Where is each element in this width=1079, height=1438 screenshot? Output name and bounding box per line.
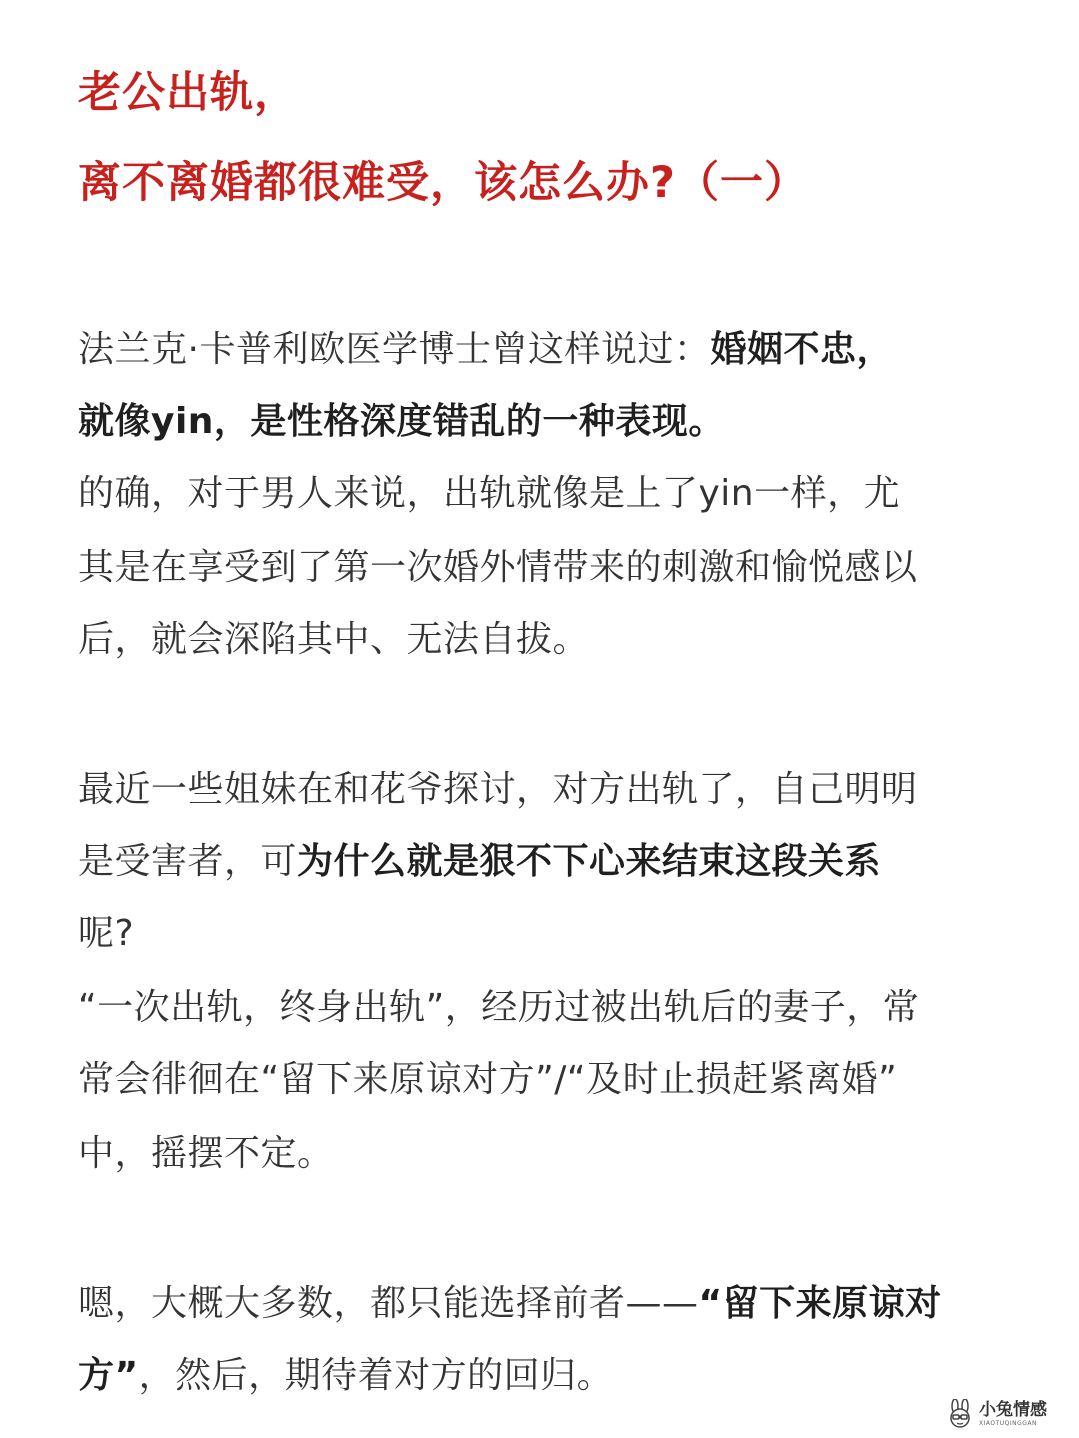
text-span: ，然后，期待着对方的回归。	[138, 1355, 614, 1396]
bold-text-span: “留下来原谅对	[698, 1283, 942, 1324]
text-span: 法兰克·卡普利欧医学博士曾这样说过：	[78, 329, 711, 370]
p1-line-5: 后，就会深陷其中、无法自拔。	[78, 619, 590, 660]
p1-line-2	[78, 400, 1038, 444]
text-span: 嗯，大概大多数，都只能选择前者——	[78, 1283, 699, 1324]
p2-line-3: 呢?	[78, 913, 135, 954]
p2-line-5: 常会徘徊在“留下来原谅对方”/“及时止损赶紧离婚”	[78, 1059, 898, 1100]
p1-line-1	[78, 328, 1038, 372]
bold-text-span: 就像yin，是性格深度错乱的一种表现。	[78, 401, 725, 442]
p2-line-1: 最近一些姐妹在和花爷探讨，对方出轨了，自己明明	[78, 769, 918, 810]
p3-line-2	[78, 1354, 1038, 1398]
watermark-subtitle: XIAOTUQINGGAN	[979, 1419, 1038, 1427]
rabbit-logo-icon	[945, 1399, 975, 1429]
p2-line-2	[78, 840, 1038, 884]
p1-line-4: 其是在享受到了第一次婚外情带来的刺激和愉悦感以	[78, 547, 918, 588]
title-line-1: 老公出轨，	[78, 68, 298, 118]
bold-text-span: 方”	[78, 1355, 139, 1396]
title-line-2: 离不离婚都很难受，该怎么办?（一）	[78, 158, 808, 208]
bold-text-span: 为什么就是狠不下心来结束这段关系	[297, 841, 882, 882]
text-span: 是受害者，可	[78, 841, 298, 882]
p1-line-3: 的确，对于男人来说，出轨就像是上了yin一样，尤	[78, 473, 901, 514]
p2-line-4: “一次出轨，终身出轨”，经历过被出轨后的妻子，常	[78, 987, 920, 1028]
article-title	[78, 48, 1038, 228]
bold-text-span: 婚姻不忠，	[710, 329, 893, 370]
p3-line-1	[78, 1282, 1038, 1326]
watermark-name: 小兔情感	[979, 1399, 1047, 1420]
watermark	[945, 1396, 1065, 1432]
p2-line-6: 中，摇摆不定。	[78, 1133, 334, 1174]
watermark-text	[979, 1399, 1047, 1427]
